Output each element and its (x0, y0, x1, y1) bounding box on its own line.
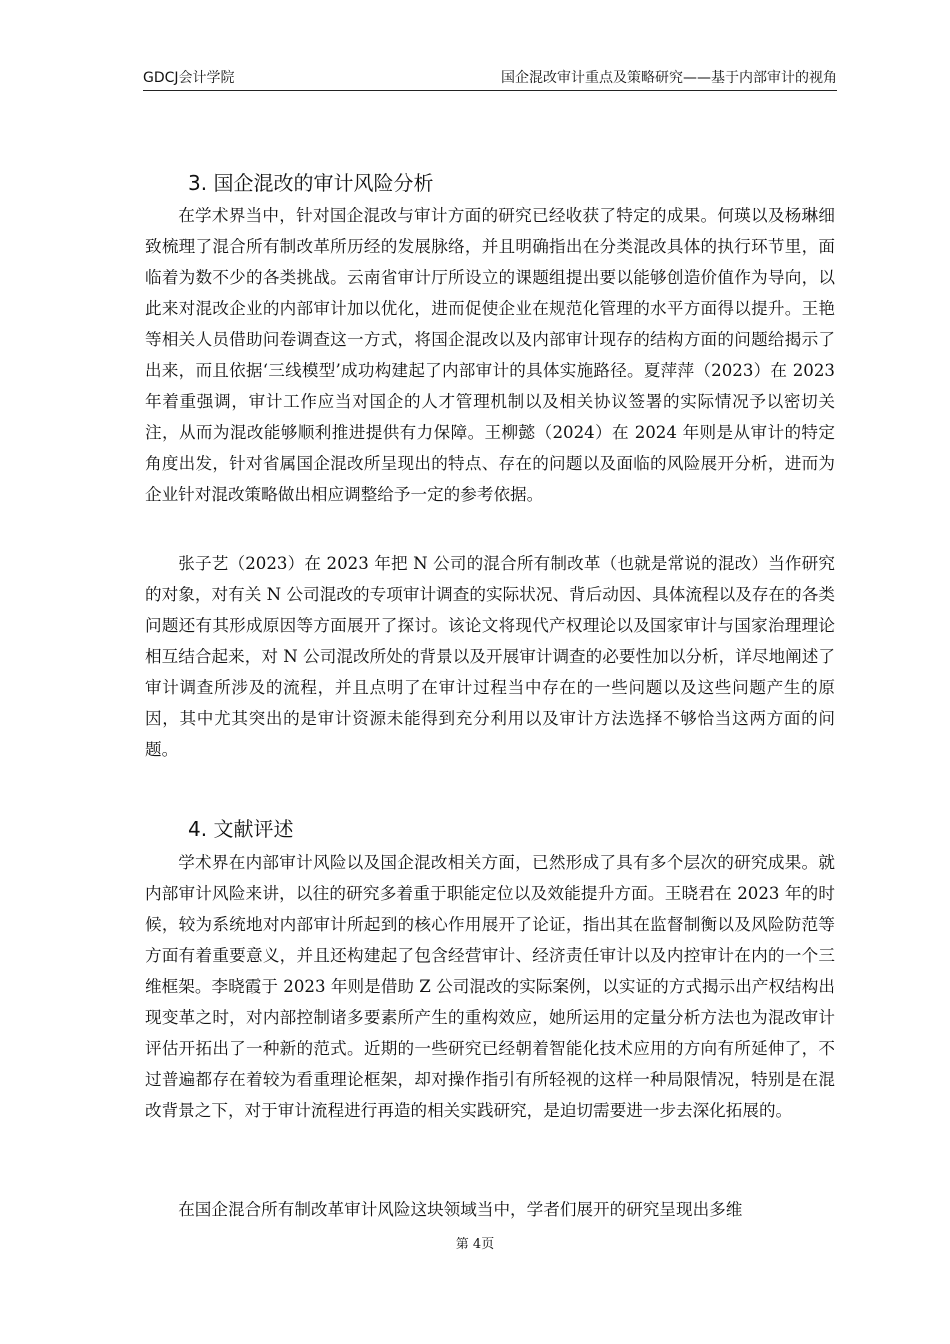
section-heading-literature-review: 4. 文献评述 (188, 817, 294, 841)
paragraph: 在学术界当中，针对国企混改与审计方面的研究已经收获了特定的成果。何瑛以及杨琳细致梳理了混合所有制改革所历经的发展脉络，并且明确指出在分类混改具体的执行环节里，面临着为数不少的各类挑战。云南省审计厅所设立的课题组提出要以能够创造价值作为导向，以此来对混改企业的内部审计加以优化，进而促使企业在规范化管理的水平方面得以提升。王艳等相关人员借助问卷调查这一方式，将国企混改以及内部审计现存的结构方面的问题给揭示了出来，而且依据‘三线模型’成功构建起了内部审计的具体实施路径。夏萍萍（2023）在 2023 年着重强调，审计工作应当对国企的人才管理机制以及相关协议签署的实际情况予以密切关注，从而为混改能够顺利推进提供有力保障。王柳懿（2024）在 2024 年则是从审计的特定角度出发，针对省属国企混改所呈现出的特点、存在的问题以及面临的风险展开分析，进而为企业针对混改策略做出相应调整给予一定的参考依据。 (145, 206, 835, 504)
header-thesis-title: 国企混改审计重点及策略研究——基于内部审计的视角 (501, 70, 837, 86)
page-header (143, 64, 837, 91)
paragraph: 在国企混合所有制改革审计风险这块领域当中，学者们展开的研究呈现出多维 (178, 1200, 743, 1219)
page-number: 第 4页 (455, 1237, 495, 1252)
section-heading-audit-risk: 3. 国企混改的审计风险分析 (188, 171, 434, 195)
paragraph: 张子艺（2023）在 2023 年把 N 公司的混合所有制改革（也就是常说的混改）当作研究的对象，对有关 N 公司混改的专项审计调查的实际状况、背后动因、具体流程以及存在的各类问题还有其形成原因等方面展开了探讨。该论文将现代产权理论以及国家审计与国家治理理论相互结合起来，对 N 公司混改所处的背景以及开展审计调查的必要性加以分析，详尽地阐述了审计调查所涉及的流程，并且点明了在审计过程当中存在的一些问题以及这些问题产生的原因，其中尤其突出的是审计资源未能得到充分利用以及审计方法选择不够恰当这两方面的问题。 (145, 554, 835, 759)
paragraph: 学术界在内部审计风险以及国企混改相关方面，已然形成了具有多个层次的研究成果。就内部审计风险来讲，以往的研究多着重于职能定位以及效能提升方面。王晓君在 2023 年的时候，较为系统地对内部审计所起到的核心作用展开了论证，指出其在监督制衡以及风险防范等方面有着重要意义，并且还构建起了包含经营审计、经济责任审计以及内控审计在内的一个三维框架。李晓霞于 2023 年则是借助 Z 公司混改的实际案例，以实证的方式揭示出产权结构出现变革之时，对内部控制诸多要素所产生的重构效应，她所运用的定量分析方法也为混改审计评估开拓出了一种新的范式。近期的一些研究已经朝着智能化技术应用的方向有所延伸了，不过普遍都存在着较为看重理论框架，却对操作指引有所轻视的这样一种局限情况，特别是在混改背景之下，对于审计流程进行再造的相关实践研究，是迫切需要进一步去深化拓展的。 (145, 853, 835, 1120)
header-institution: GDCJ会计学院 (143, 70, 235, 86)
